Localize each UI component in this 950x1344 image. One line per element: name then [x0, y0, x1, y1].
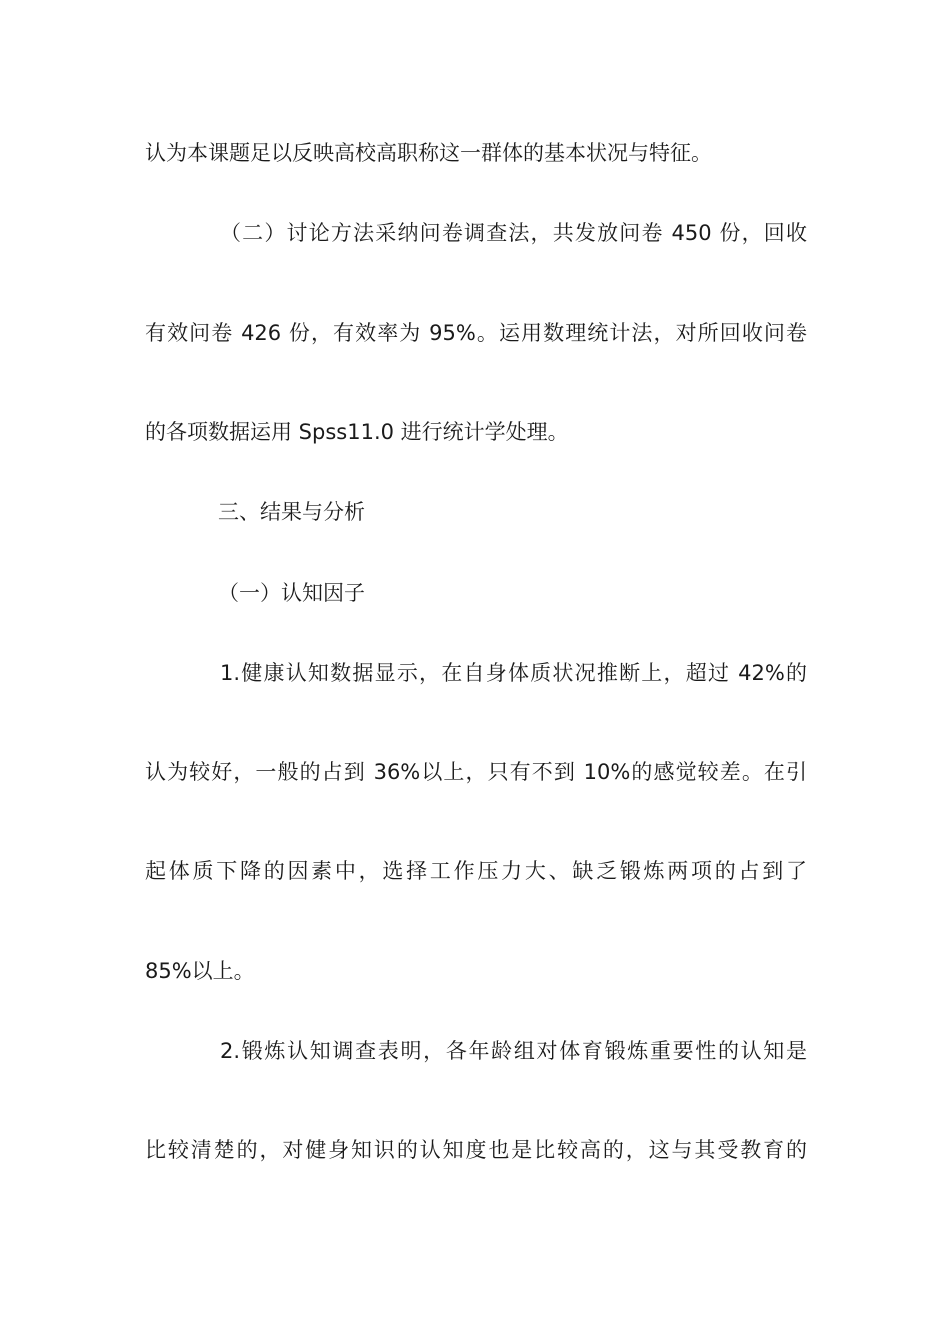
paragraph-line-10: 85%以上。 [145, 959, 255, 983]
paragraph-line-3: 有效问卷 426 份，有效率为 95%。运用数理统计法，对所回收问卷 [145, 321, 807, 345]
paragraph-line-2: （二）讨论方法采纳问卷调查法，共发放问卷 450 份，回收 [220, 221, 807, 245]
paragraph-line-12: 比较清楚的，对健身知识的认知度也是比较高的，这与其受教育的 [145, 1138, 807, 1162]
paragraph-line-1: 认为本课题足以反映高校高职称这一群体的基本状况与特征。 [145, 141, 712, 165]
paragraph-line-7: 1.健康认知数据显示，在自身体质状况推断上，超过 42%的 [220, 661, 807, 685]
subsection-heading: （一）认知因子 [218, 581, 365, 605]
paragraph-line-8: 认为较好，一般的占到 36%以上，只有不到 10%的感觉较差。在引 [145, 760, 807, 784]
section-heading: 三、结果与分析 [218, 500, 365, 524]
paragraph-line-9: 起体质下降的因素中，选择工作压力大、缺乏锻炼两项的占到了 [145, 859, 807, 883]
paragraph-line-11: 2.锻炼认知调查表明，各年龄组对体育锻炼重要性的认知是 [220, 1039, 807, 1063]
paragraph-line-4: 的各项数据运用 Spss11.0 进行统计学处理。 [145, 420, 569, 444]
